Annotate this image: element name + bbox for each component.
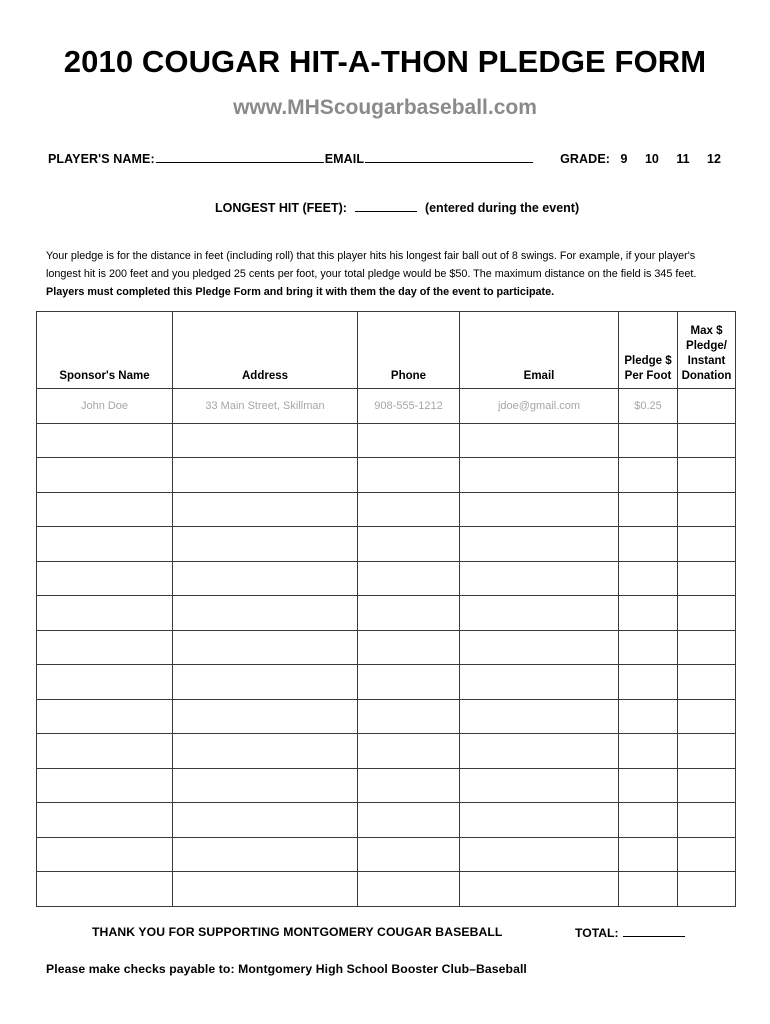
cell-address[interactable] [173, 699, 358, 734]
cell-max-donation[interactable] [678, 389, 736, 424]
cell-address[interactable] [173, 768, 358, 803]
total-input-line[interactable] [623, 925, 685, 937]
cell-address[interactable] [173, 734, 358, 769]
column-header-pledge-per-foot-line2: Per Foot [624, 370, 672, 382]
cell-pledge-per-foot[interactable] [619, 803, 678, 838]
table-row [37, 596, 736, 631]
email-input-line[interactable] [365, 151, 533, 163]
cell-max-donation[interactable] [678, 837, 736, 872]
column-header-max-donation-line2: Pledge/ [686, 340, 727, 352]
instructions-paragraph [46, 247, 724, 302]
cell-email[interactable]: jdoe@gmail.com [460, 389, 619, 424]
cell-email[interactable] [460, 561, 619, 596]
column-header-phone-label: Phone [390, 370, 427, 382]
checks-payable-note: Please make checks payable to: Montgomery High School Booster Club–Baseball [46, 962, 527, 976]
cell-email[interactable] [460, 458, 619, 493]
cell-phone[interactable] [358, 837, 460, 872]
column-header-max-donation-line1: Max $ [690, 325, 723, 337]
total-label: TOTAL: [575, 925, 619, 940]
cell-email[interactable] [460, 596, 619, 631]
cell-max-donation[interactable] [678, 768, 736, 803]
cell-sponsor-name[interactable] [37, 734, 173, 769]
page-title: 2010 COUGAR HIT-A-THON PLEDGE FORM [63, 44, 707, 79]
grade-option-12[interactable]: 12 [707, 152, 721, 167]
cell-pledge-per-foot[interactable] [619, 665, 678, 700]
table-row [37, 699, 736, 734]
cell-pledge-per-foot[interactable] [619, 872, 678, 907]
table-row [37, 527, 736, 562]
cell-sponsor-name[interactable] [37, 803, 173, 838]
cell-phone[interactable] [358, 665, 460, 700]
cell-address[interactable]: 33 Main Street, Skillman [173, 389, 358, 424]
cell-max-donation[interactable] [678, 596, 736, 631]
cell-sponsor-name[interactable]: John Doe [37, 389, 173, 424]
table-row [37, 837, 736, 872]
cell-address[interactable] [173, 803, 358, 838]
players-name-input-line[interactable] [156, 151, 324, 163]
cell-email[interactable] [460, 492, 619, 527]
instructions-text: Your pledge is for the distance in feet (including roll) that this player hits his longest fair ball out of 8 swings. For example, if your player's longest hit is 200 feet and you pledged 25 cents per foot, your total pledge would be $50. The maximum distance on the field is 345 feet. [46, 249, 697, 281]
cell-pledge-per-foot[interactable] [619, 492, 678, 527]
cell-email[interactable] [460, 803, 619, 838]
cell-email[interactable] [460, 699, 619, 734]
table-header [37, 312, 736, 389]
cell-max-donation[interactable] [678, 561, 736, 596]
table-row [37, 872, 736, 907]
cell-address[interactable] [173, 596, 358, 631]
cell-pledge-per-foot[interactable] [619, 734, 678, 769]
table-row [37, 768, 736, 803]
column-header-pledge-per-foot-line1: Pledge $ [624, 355, 672, 367]
thank-you-message: THANK YOU FOR SUPPORTING MONTGOMERY COUGAR BASEBALL [92, 925, 503, 939]
column-header-address-label: Address [241, 370, 289, 382]
cell-pledge-per-foot[interactable] [619, 527, 678, 562]
column-header-email [460, 312, 619, 389]
cell-pledge-per-foot[interactable]: $0.25 [619, 389, 678, 424]
column-header-email-label: Email [523, 370, 555, 382]
table-row [37, 458, 736, 493]
column-header-sponsor-name-label: Sponsor's Name [59, 370, 150, 382]
cell-max-donation[interactable] [678, 423, 736, 458]
cell-phone[interactable] [358, 803, 460, 838]
cell-email[interactable] [460, 872, 619, 907]
cell-max-donation[interactable] [678, 872, 736, 907]
table-row-example [37, 389, 736, 424]
cell-phone[interactable] [358, 527, 460, 562]
cell-address[interactable] [173, 630, 358, 665]
cell-max-donation[interactable] [678, 699, 736, 734]
table-row [37, 665, 736, 700]
cell-email[interactable] [460, 734, 619, 769]
cell-email[interactable] [460, 630, 619, 665]
cell-pledge-per-foot[interactable] [619, 458, 678, 493]
cell-address[interactable] [173, 837, 358, 872]
cell-phone[interactable] [358, 458, 460, 493]
column-header-sponsor-name [37, 312, 173, 389]
table-row [37, 423, 736, 458]
cell-max-donation[interactable] [678, 527, 736, 562]
longest-hit-input-line[interactable] [355, 200, 417, 212]
column-header-max-donation-line3: Instant [687, 355, 726, 367]
cell-sponsor-name[interactable] [37, 699, 173, 734]
cell-phone[interactable] [358, 872, 460, 907]
cell-sponsor-name[interactable] [37, 561, 173, 596]
cell-sponsor-name[interactable] [37, 837, 173, 872]
column-header-phone [358, 312, 460, 389]
cell-phone[interactable] [358, 492, 460, 527]
cell-email[interactable] [460, 423, 619, 458]
cell-address[interactable] [173, 872, 358, 907]
cell-address[interactable] [173, 527, 358, 562]
cell-sponsor-name[interactable] [37, 665, 173, 700]
cell-max-donation[interactable] [678, 803, 736, 838]
cell-pledge-per-foot[interactable] [619, 596, 678, 631]
column-header-max-donation-line4: Donation [681, 370, 732, 382]
cell-phone[interactable] [358, 699, 460, 734]
cell-phone[interactable]: 908-555-1212 [358, 389, 460, 424]
cell-max-donation[interactable] [678, 492, 736, 527]
cell-pledge-per-foot[interactable] [619, 423, 678, 458]
cell-pledge-per-foot[interactable] [619, 699, 678, 734]
cell-pledge-per-foot[interactable] [619, 768, 678, 803]
cell-sponsor-name[interactable] [37, 527, 173, 562]
table-row [37, 561, 736, 596]
cell-pledge-per-foot[interactable] [619, 630, 678, 665]
cell-phone[interactable] [358, 423, 460, 458]
grade-option-10[interactable]: 10 [644, 152, 659, 167]
grade-option-9[interactable]: 9 [620, 152, 628, 167]
cell-address[interactable] [173, 423, 358, 458]
cell-max-donation[interactable] [678, 458, 736, 493]
instructions-text-bold: Players must completed this Pledge Form and bring it with them the day of the event to participate. [46, 286, 555, 299]
cell-email[interactable] [460, 665, 619, 700]
cell-pledge-per-foot[interactable] [619, 837, 678, 872]
cell-email[interactable] [460, 837, 619, 872]
table-row [37, 492, 736, 527]
cell-pledge-per-foot[interactable] [619, 561, 678, 596]
cell-phone[interactable] [358, 734, 460, 769]
email-label: EMAIL [324, 152, 365, 167]
cell-sponsor-name[interactable] [37, 596, 173, 631]
table-body [37, 389, 736, 907]
cell-phone[interactable] [358, 630, 460, 665]
players-name-label: PLAYER'S NAME: [48, 152, 155, 167]
cell-sponsor-name[interactable] [37, 872, 173, 907]
cell-sponsor-name[interactable] [37, 492, 173, 527]
cell-max-donation[interactable] [678, 630, 736, 665]
cell-sponsor-name[interactable] [37, 768, 173, 803]
website-subtitle: www.MHScougarbaseball.com [233, 96, 537, 119]
cell-address[interactable] [173, 561, 358, 596]
cell-phone[interactable] [358, 596, 460, 631]
grade-option-11[interactable]: 11 [676, 152, 690, 167]
cell-sponsor-name[interactable] [37, 630, 173, 665]
grade-label: GRADE: [560, 152, 611, 167]
table-row [37, 630, 736, 665]
cell-address[interactable] [173, 458, 358, 493]
cell-email[interactable] [460, 527, 619, 562]
cell-phone[interactable] [358, 768, 460, 803]
longest-hit-note: (entered during the event) [424, 201, 580, 216]
cell-email[interactable] [460, 768, 619, 803]
column-header-max-donation [678, 312, 736, 389]
table-row [37, 803, 736, 838]
cell-address[interactable] [173, 665, 358, 700]
pledge-table [36, 311, 736, 907]
column-header-pledge-per-foot [619, 312, 678, 389]
longest-hit-label: LONGEST HIT (FEET): [215, 201, 347, 216]
cell-phone[interactable] [358, 561, 460, 596]
cell-max-donation[interactable] [678, 665, 736, 700]
column-header-address [173, 312, 358, 389]
total-row [575, 925, 686, 940]
player-info-row [48, 151, 738, 166]
cell-max-donation[interactable] [678, 734, 736, 769]
table-row [37, 734, 736, 769]
cell-address[interactable] [173, 492, 358, 527]
cell-sponsor-name[interactable] [37, 458, 173, 493]
longest-hit-row [215, 200, 579, 215]
cell-sponsor-name[interactable] [37, 423, 173, 458]
table-header-row [37, 312, 736, 389]
